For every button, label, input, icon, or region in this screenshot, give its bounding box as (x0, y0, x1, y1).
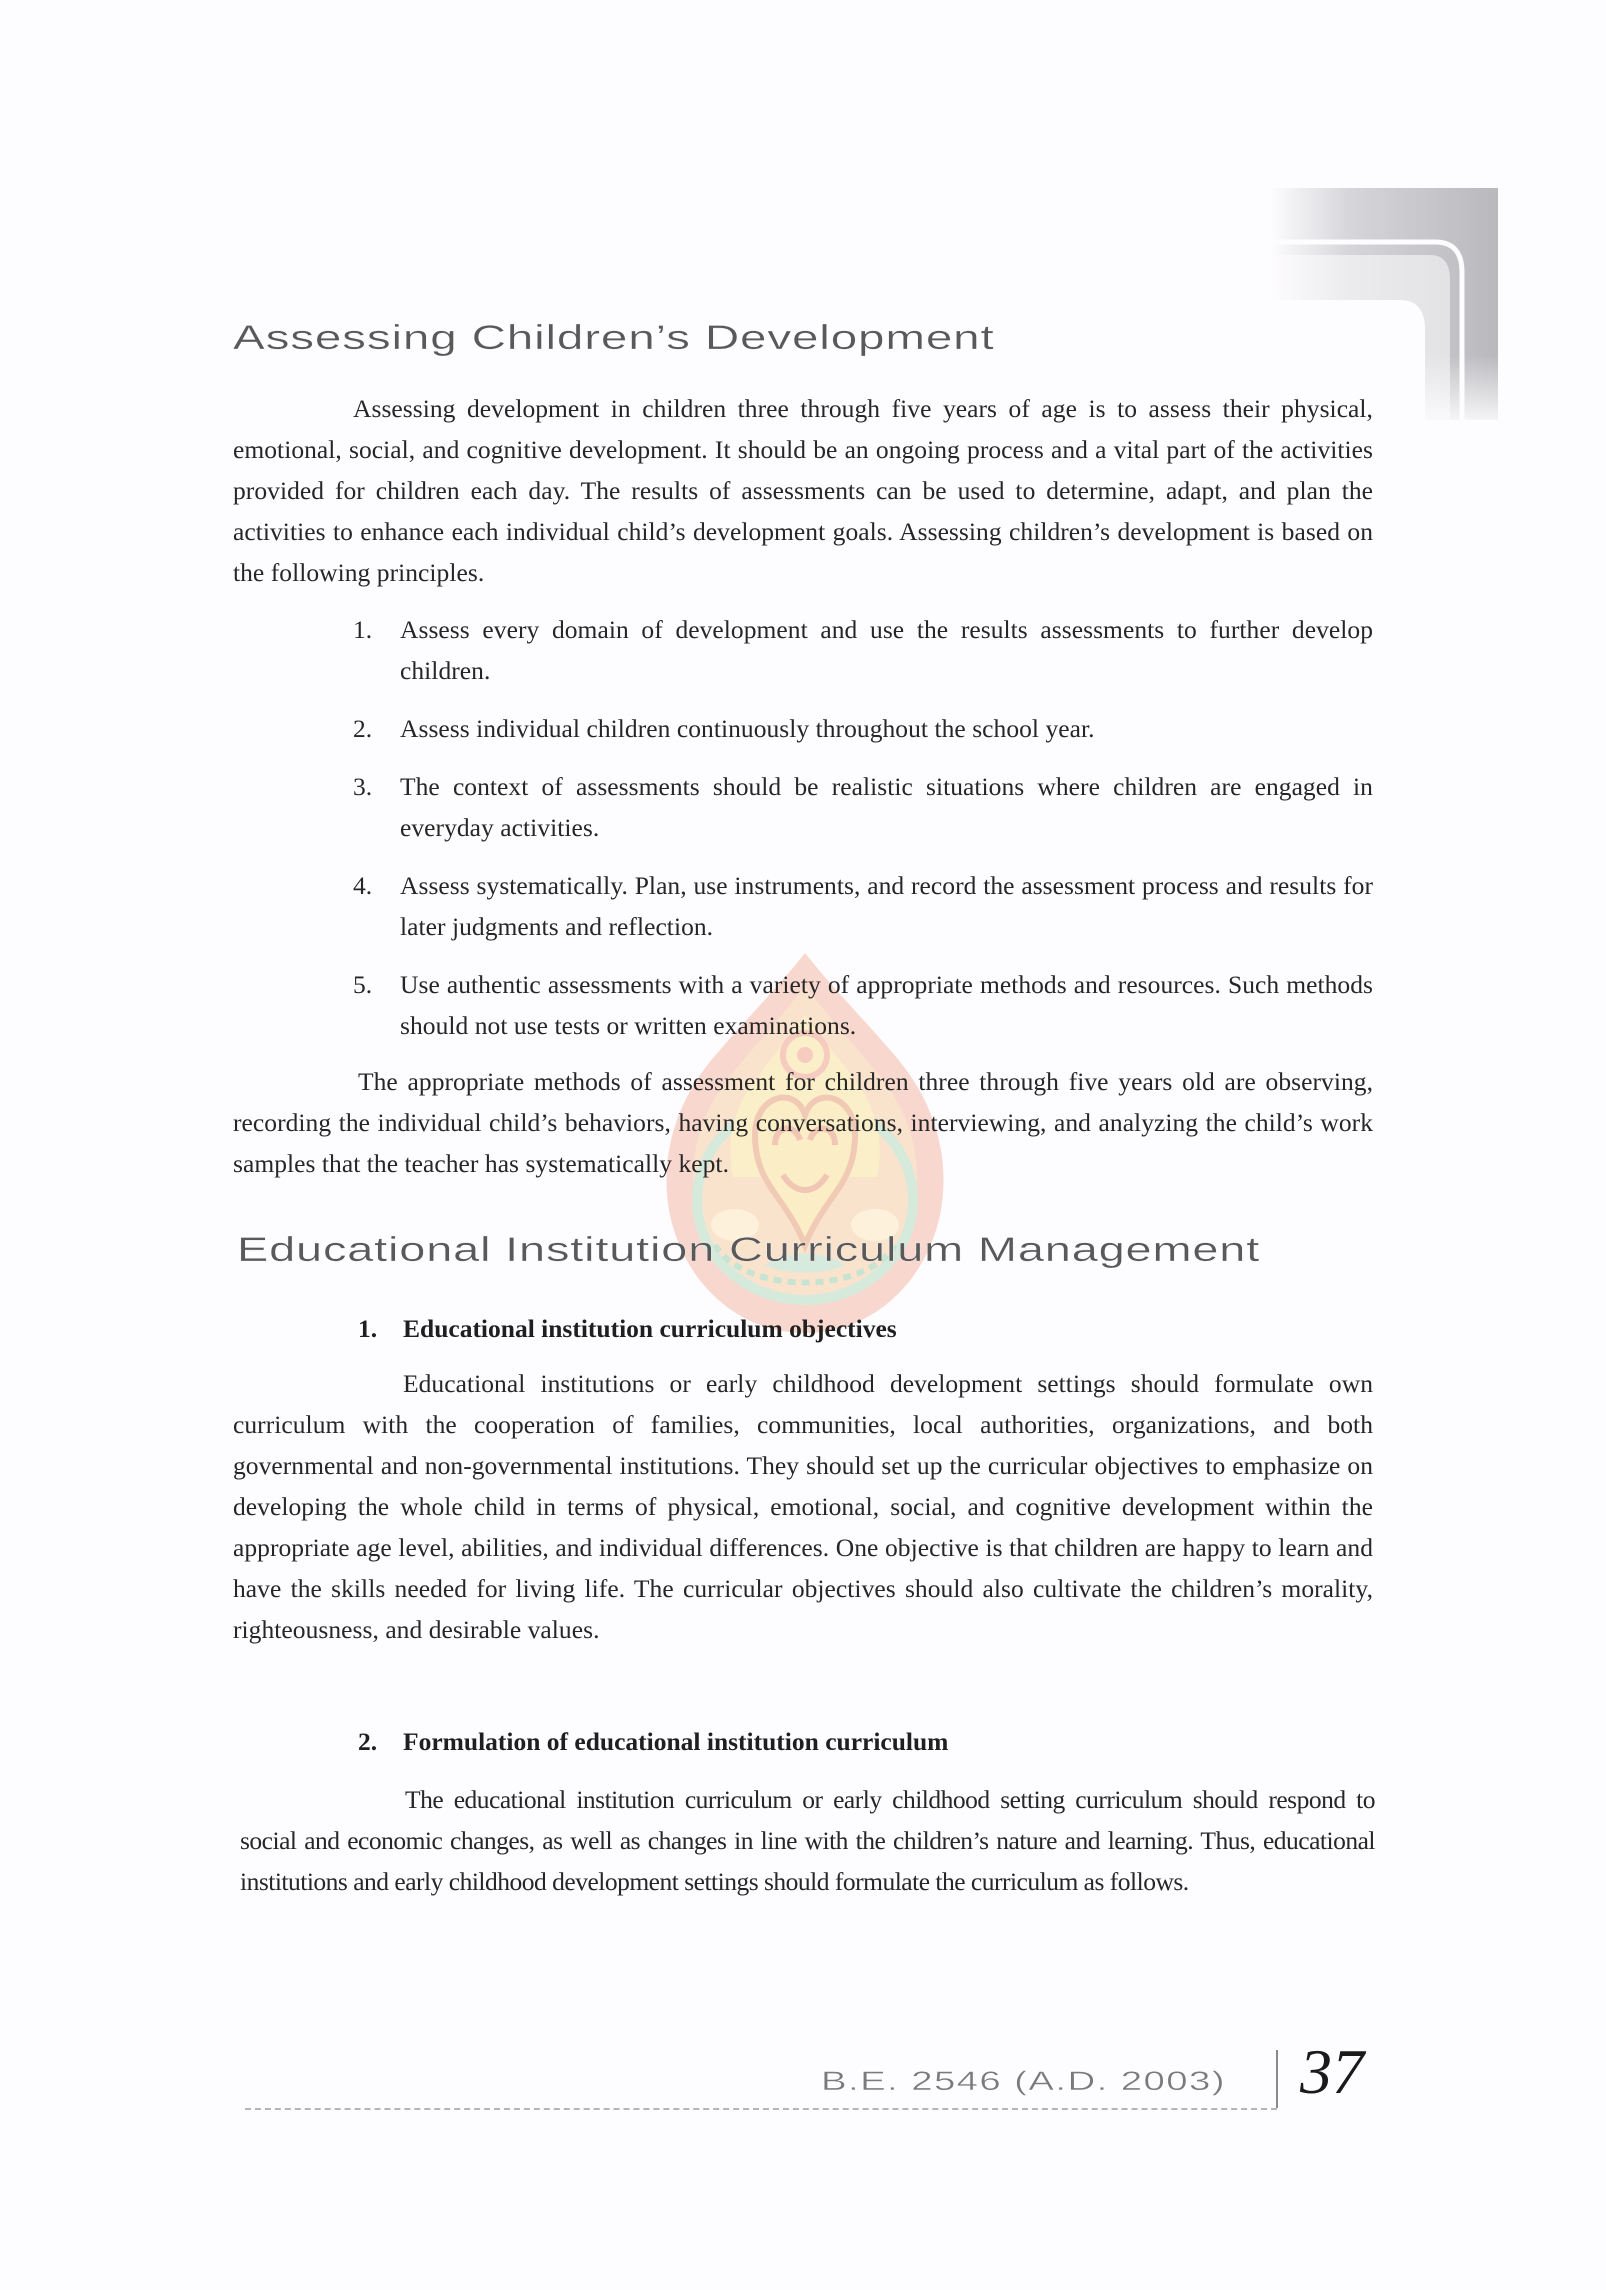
list-number: 1. (353, 615, 373, 644)
list-item (353, 609, 1373, 691)
section-heading-assessing: Assessing Children’s Development (233, 319, 995, 357)
intro-paragraph: Assessing development in children three through five years of age is to assess their physical, emotional, social, and cognitive development. It should be an ongoing process and a vital part of the activities provided for children each day. The results of assessments can be used to determine, adapt, and plan the activities to enhance each individual child’s development goals. Assessing children’s development is based on the following principles. (233, 394, 1373, 587)
formulation-paragraph: The educational institution curriculum or early childhood setting curriculum should respond to social and economic changes, as well as changes in line with the children’s nature and learning. Thus, educational institutions and early childhood development settings should formulate the curriculum as follows. (240, 1785, 1375, 1896)
list-text: Assess individual children continuously throughout the school year. (400, 714, 1095, 743)
subsection-title: Educational institution curriculum objectives (403, 1314, 897, 1343)
principles-list (353, 609, 1373, 1063)
list-number: 3. (353, 772, 373, 801)
list-number: 4. (353, 871, 373, 900)
list-number: 5. (353, 970, 373, 999)
list-item (353, 964, 1373, 1046)
subsection-heading-formulation (358, 1721, 948, 1762)
list-text: Assess every domain of development and use the results assessments to further develop children. (400, 615, 1373, 685)
footer-dashed-rule (245, 2108, 1277, 2110)
list-item (353, 766, 1373, 848)
subsection-title: Formulation of educational institution curriculum (403, 1727, 949, 1756)
footer-divider (1276, 2050, 1278, 2108)
objectives-paragraph: Educational institutions or early childhood development settings should formulate own curriculum with the cooperation of families, communities, local authorities, organizations, and both governmental and non-governmental institutions. They should set up the curricular objectives to emphasize on developing the whole child in terms of physical, emotional, social, and cognitive development within the appropriate age level, abilities, and individual differences. One objective is that children are happy to learn and have the skills needed for living life. The curricular objectives should also cultivate the children’s morality, righteousness, and desirable values. (233, 1369, 1373, 1644)
list-text: The context of assessments should be realistic situations where children are engaged in everyday activities. (400, 772, 1373, 842)
page-number: 37 (1300, 2036, 1364, 2107)
edition-label: B.E. 2546 (A.D. 2003) (821, 2066, 1226, 2096)
list-number: 2. (353, 714, 373, 743)
list-item (353, 865, 1373, 947)
methods-paragraph: The appropriate methods of assessment for children three through five years old are observing, recording the individual child’s behaviors, having conversations, interviewing, and analyzing the child’s work samples that the teacher has systematically kept. (233, 1067, 1373, 1178)
list-item (353, 708, 1373, 749)
subsection-number: 1. (358, 1314, 378, 1343)
subsection-heading-objectives (358, 1308, 897, 1349)
section-heading-curriculum-management: Educational Institution Curriculum Management (237, 1231, 1261, 1269)
list-text: Use authentic assessments with a variety of appropriate methods and resources. Such methods should not use tests or written examinations. (400, 970, 1373, 1040)
subsection-number: 2. (358, 1727, 378, 1756)
list-text: Assess systematically. Plan, use instruments, and record the assessment process and results for later judgments and reflection. (400, 871, 1373, 941)
